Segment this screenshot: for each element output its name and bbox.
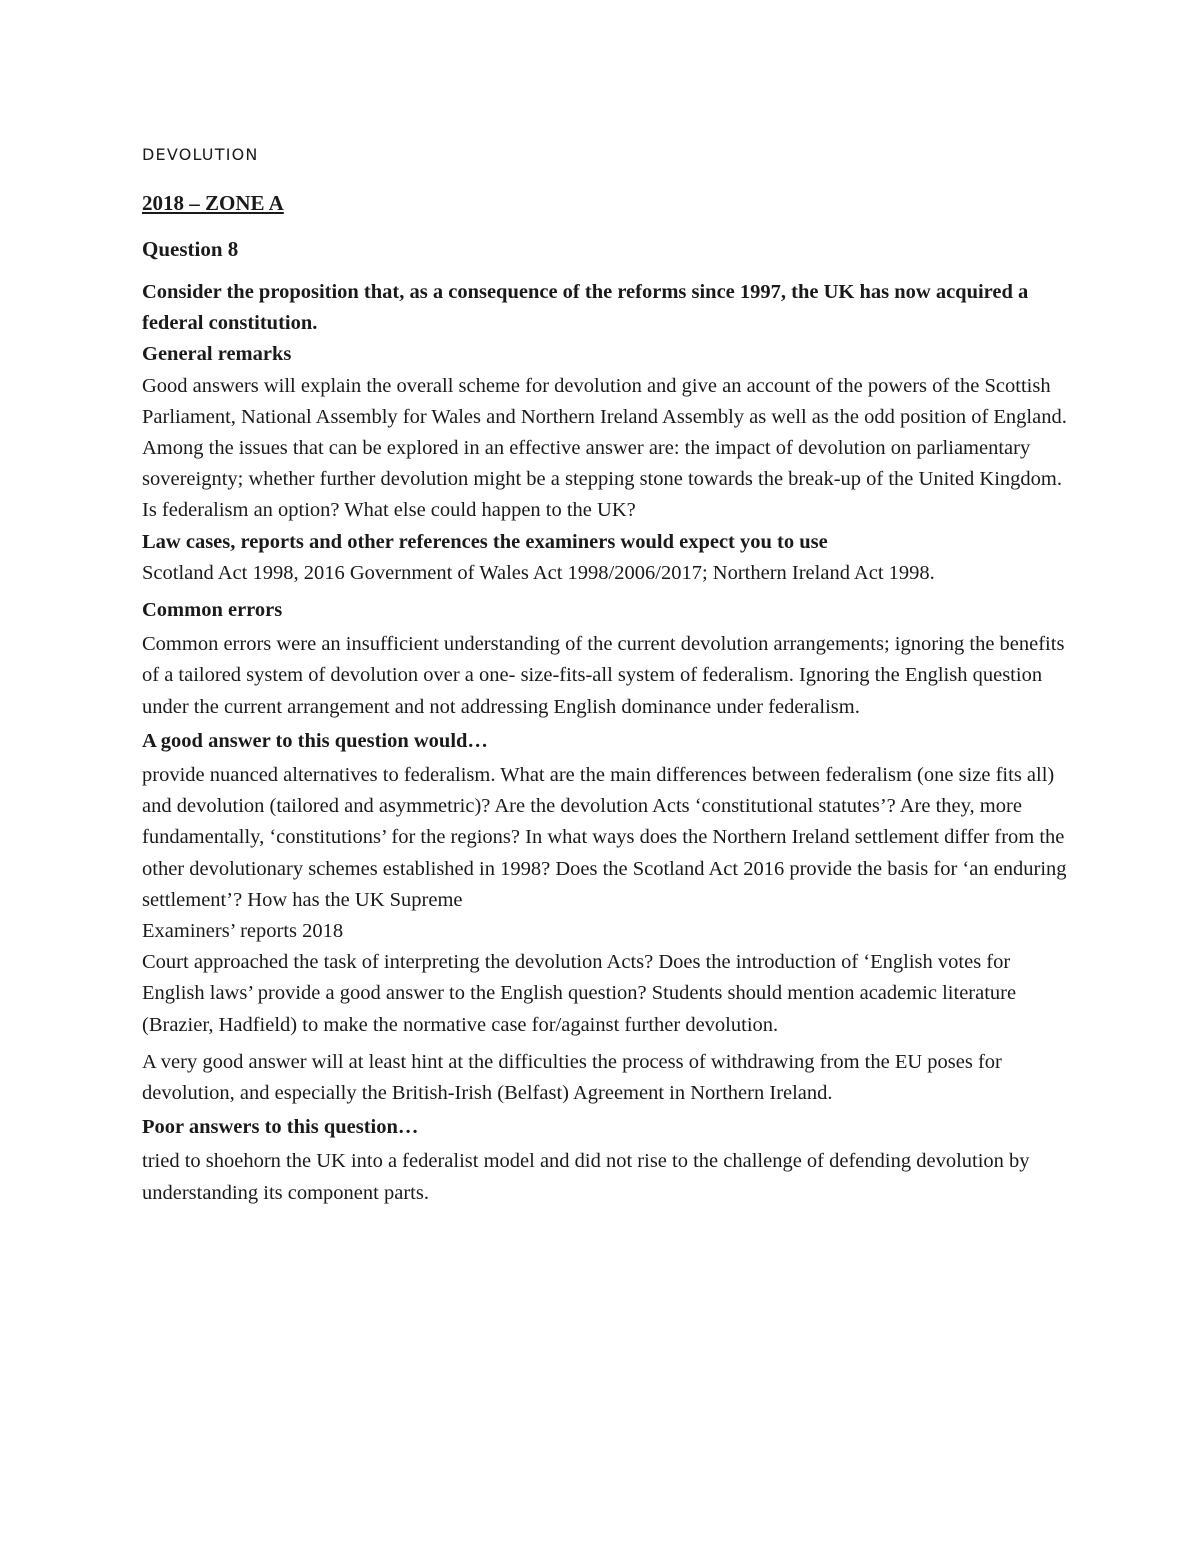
good-answer-text-1: provide nuanced alternatives to federalism. What are the main differences between federalism (one size fits all) and devolution (tailored and asymmetric)? Are the devolution Acts ‘constitutional statutes’? Are they, more fundamentally, ‘constitutions’ for the regions? In what ways does the Northern Ireland settlement differ from the other devolutionary schemes established in 1998? Does the Scotland Act 2016 provide the basis for ‘an enduring settlement’? How has the UK Supreme	[142, 764, 1067, 911]
question-number: Question 8	[142, 237, 239, 261]
question-text: Consider the proposition that, as a consequence of the reforms since 1997, the UK has now acquired a federal constitution.	[142, 281, 1029, 335]
good-answer-text-2: Court approached the task of interpreting the devolution Acts? Does the introduction of ‘English votes for English laws’ provide a good answer to the English question? Students should mention academic literature (Brazier, Hadfield) to make the normative case for/against further devolution.	[142, 951, 1017, 1036]
general-remarks-heading: General remarks	[142, 343, 292, 366]
references-heading: Law cases, reports and other references the examiners would expect you to use	[142, 530, 828, 553]
poor-answers-text: tried to shoehorn the UK into a federalist model and did not rise to the challenge of defending devolution by understanding its component parts.	[142, 1150, 1030, 1204]
zone-heading: 2018 – ZONE A	[142, 191, 284, 215]
document-body	[142, 277, 1072, 1209]
common-errors-heading: Common errors	[142, 599, 283, 622]
poor-answers-heading: Poor answers to this question…	[142, 1116, 419, 1139]
good-answer-heading: A good answer to this question would…	[142, 729, 488, 752]
general-remarks-text: Good answers will explain the overall scheme for devolution and give an account of the powers of the Scottish Parliament, National Assembly for Wales and Northern Ireland Assembly as well as the odd position of England. Among the issues that can be explored in an effective answer are: the impact of devolution on parliamentary sovereignty; whether further devolution might be a stepping stone towards the break-up of the United Kingdom. Is federalism an option? What else could happen to the UK?	[142, 374, 1067, 522]
references-text: Scotland Act 1998, 2016 Government of Wales Act 1998/2006/2017; Northern Ireland Act 1998.	[142, 561, 935, 584]
document-title: DEVOLUTION	[142, 145, 259, 164]
very-good-answer-text: A very good answer will at least hint at the difficulties the process of withdrawing from the EU poses for devolution, and especially the British-Irish (Belfast) Agreement in Northern Ireland.	[142, 1050, 1002, 1105]
examiners-report-label: Examiners’ reports 2018	[142, 920, 344, 943]
common-errors-text: Common errors were an insufficient understanding of the current devolution arrangements; ignoring the benefits of a tailored system of devolution over a one- size-fits-all system of federalism. Ignoring the English question under the current arrangement and not addressing English dominance under federalism.	[142, 633, 1065, 718]
